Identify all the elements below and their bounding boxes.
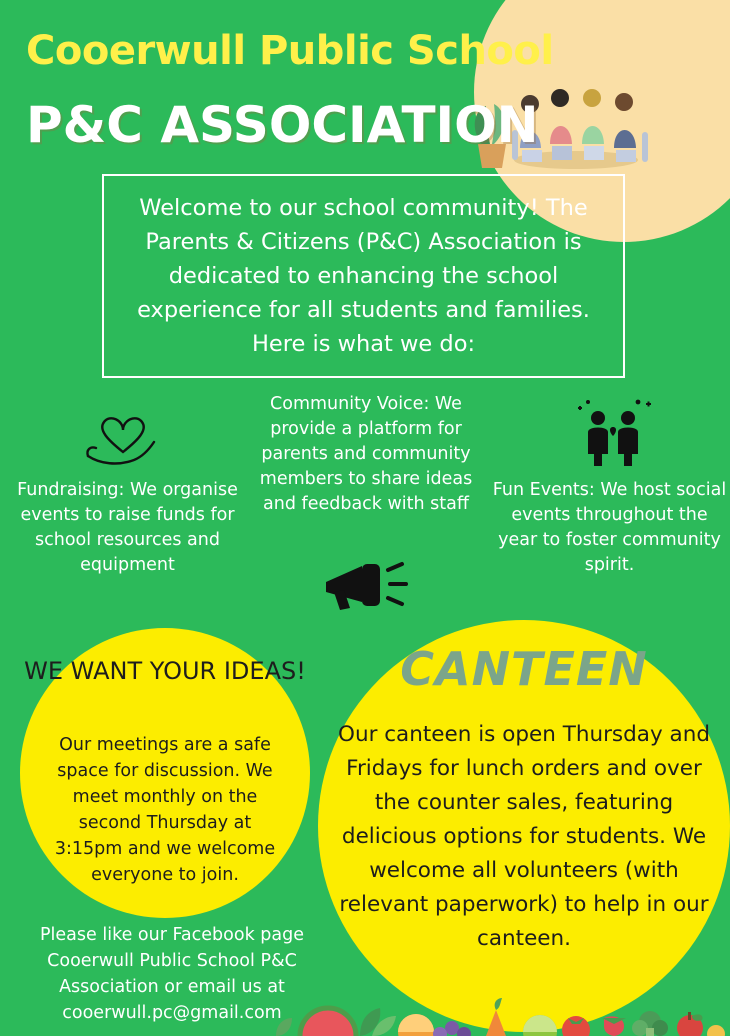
features-section	[0, 392, 730, 622]
megaphone-icon	[318, 554, 418, 616]
ideas-circle	[20, 628, 310, 918]
ideas-heading: WE WANT YOUR IDEAS!	[24, 657, 306, 685]
school-name-heading: Cooerwull Public School	[26, 28, 554, 74]
feature-fundraising: Fundraising: We organise events to raise funds for school resources and equipment	[17, 480, 238, 575]
feature-fun-events: Fun Events: We host social events throughout the year to foster community spirit.	[492, 480, 727, 575]
canteen-heading: CANTEEN	[400, 642, 648, 696]
footer-contact-text: Please like our Facebook page Cooerwull Public School P&C Association or email us at cooerwull.pc@gmail.com	[40, 925, 304, 1023]
canteen-circle	[318, 620, 730, 1032]
people-celebrating-icon	[568, 396, 658, 468]
intro-box	[102, 174, 625, 378]
feature-community-voice: Community Voice: We provide a platform for parents and community members to share ideas and feedback with staff	[259, 394, 473, 514]
association-heading: P&C ASSOCIATION	[26, 96, 539, 154]
canteen-body-text: Our canteen is open Thursday and Fridays for lunch orders and over the counter sales, featuring delicious options for students. We welcome all volunteers (with relevant paperwork) to help in our canteen.	[338, 722, 710, 951]
intro-text: Welcome to our school community! The Parents & Citizens (P&C) Association is dedicated to enhancing the school experience for all students and families. Here is what we do:	[137, 195, 590, 357]
ideas-body-text: Our meetings are a safe space for discussion. We meet monthly on the second Thursday at 3:15pm and we welcome everyone to join.	[54, 735, 276, 885]
heart-in-hand-icon	[78, 398, 168, 468]
